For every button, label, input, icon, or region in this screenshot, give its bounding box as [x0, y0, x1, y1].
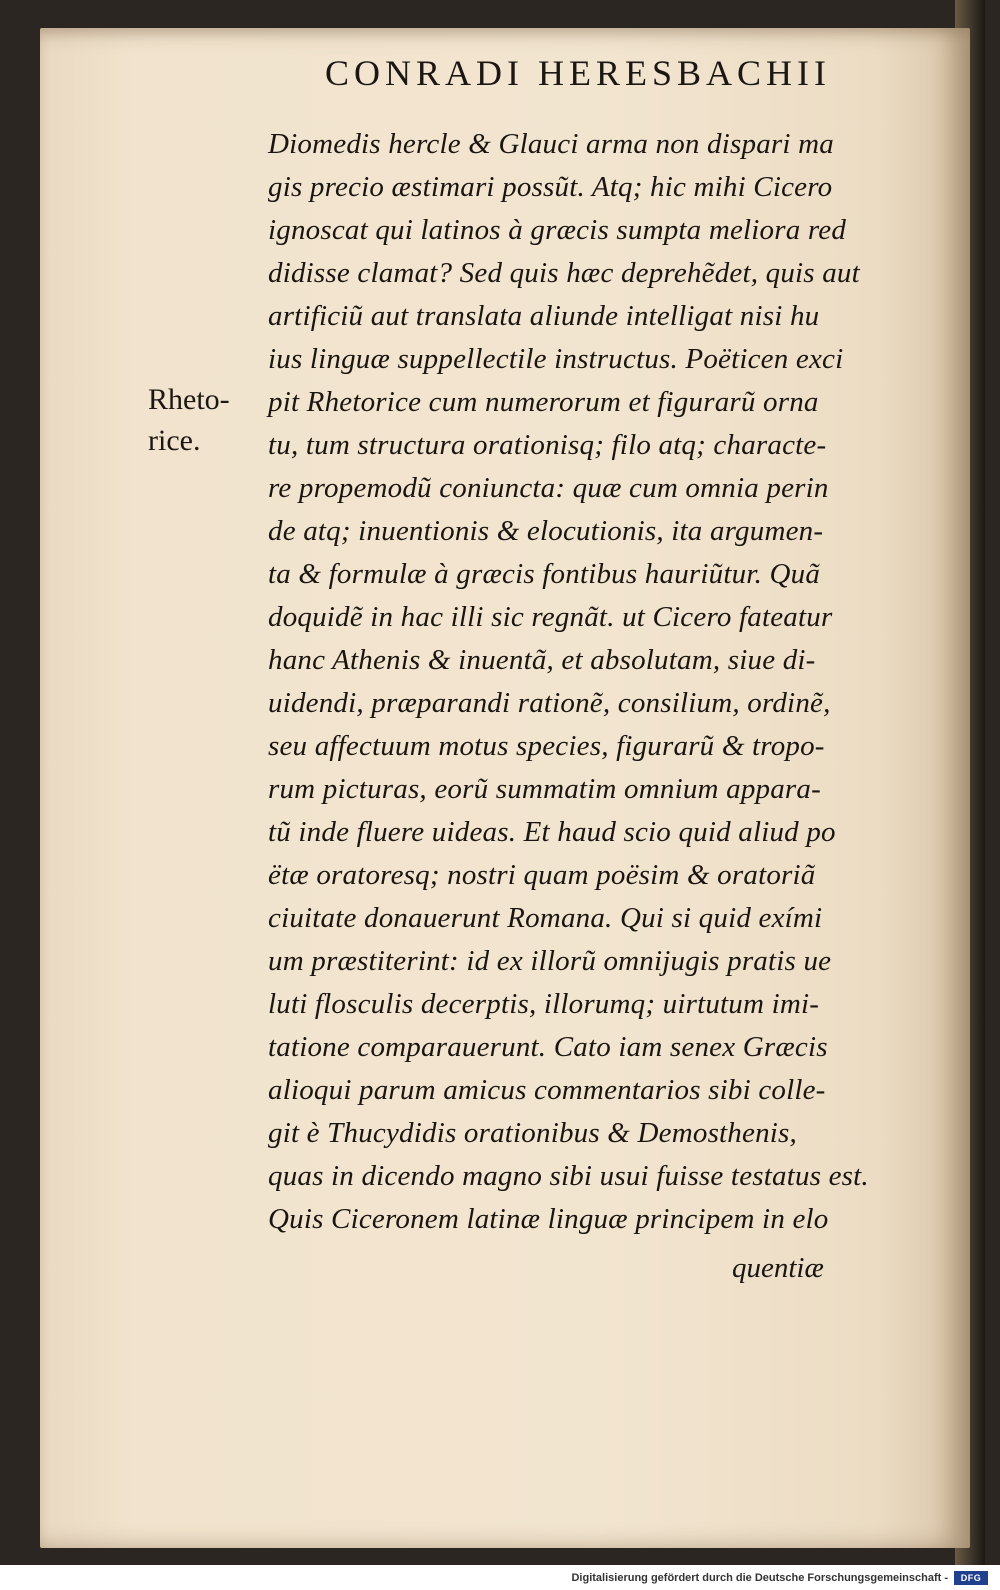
body-line: pit Rhetorice cum numerorum et figurarũ orna: [268, 386, 819, 418]
catchword: quentiæ: [732, 1252, 824, 1284]
body-line: Diomedis hercle & Glauci arma non dispari ma: [268, 128, 834, 160]
body-line: um præstiterint: id ex illorũ omnijugis pratis ue: [268, 945, 832, 977]
body-line: doquidẽ in hac illi sic regnãt. ut Cicero fateatur: [268, 601, 833, 633]
body-line: uidendi, præparandi rationẽ, consilium, ordinẽ,: [268, 687, 831, 719]
body-line: tatione comparauerunt. Cato iam senex Græcis: [268, 1031, 828, 1063]
body-line: gis precio æstimari possũt. Atq; hic mihi Cicero: [268, 171, 833, 203]
body-line: de atq; inuentionis & elocutionis, ita argumen-: [268, 515, 824, 547]
body-line: git è Thucydidis orationibus & Demosthenis,: [268, 1117, 797, 1149]
margin-note-line-1: Rheto-: [148, 383, 230, 416]
body-line: hanc Athenis & inuentã, et absolutam, siue di-: [268, 644, 816, 676]
body-line: alioqui parum amicus commentarios sibi colle-: [268, 1074, 826, 1106]
body-line: tũ inde fluere uideas. Et haud scio quid aliud po: [268, 816, 836, 848]
body-line: seu affectuum motus species, figurarũ & tropo-: [268, 730, 825, 762]
margin-note-line-2: rice.: [148, 424, 201, 457]
body-line: didisse clamat? Sed quis hæc deprehẽdet, quis aut: [268, 257, 860, 289]
body-line: Quis Ciceronem latinæ linguæ principem in elo: [268, 1203, 829, 1235]
body-line: ëtæ oratoresq; nostri quam poësim & oratoriã: [268, 859, 816, 891]
body-line: ius linguæ suppellectile instructus. Poëticen exci: [268, 343, 844, 375]
body-line: rum picturas, eorũ summatim omnium appara-: [268, 773, 821, 805]
running-head: CONRADI HERESBACHII: [325, 53, 832, 93]
footer-credit: Digitalisierung gefördert durch die Deutsche Forschungsgemeinschaft -: [571, 1572, 948, 1584]
body-line: ignoscat qui latinos à græcis sumpta meliora red: [268, 214, 847, 246]
body-line: artificiũ aut translata aliunde intelligat nisi hu: [268, 300, 820, 332]
body-line: ta & formulæ à græcis fontibus hauriũtur. Quã: [268, 558, 821, 590]
body-line: re propemodũ coniuncta: quæ cum omnia perin: [268, 472, 829, 504]
body-line: quas in dicendo magno sibi usui fuisse testatus est.: [268, 1160, 869, 1192]
body-line: luti flosculis decerptis, illorumq; uirtutum imi-: [268, 988, 820, 1020]
dfg-logo: DFG: [954, 1571, 988, 1585]
body-line: tu, tum structura orationisq; filo atq; characte-: [268, 429, 827, 461]
body-line: ciuitate donauerunt Romana. Qui si quid exími: [268, 902, 823, 934]
